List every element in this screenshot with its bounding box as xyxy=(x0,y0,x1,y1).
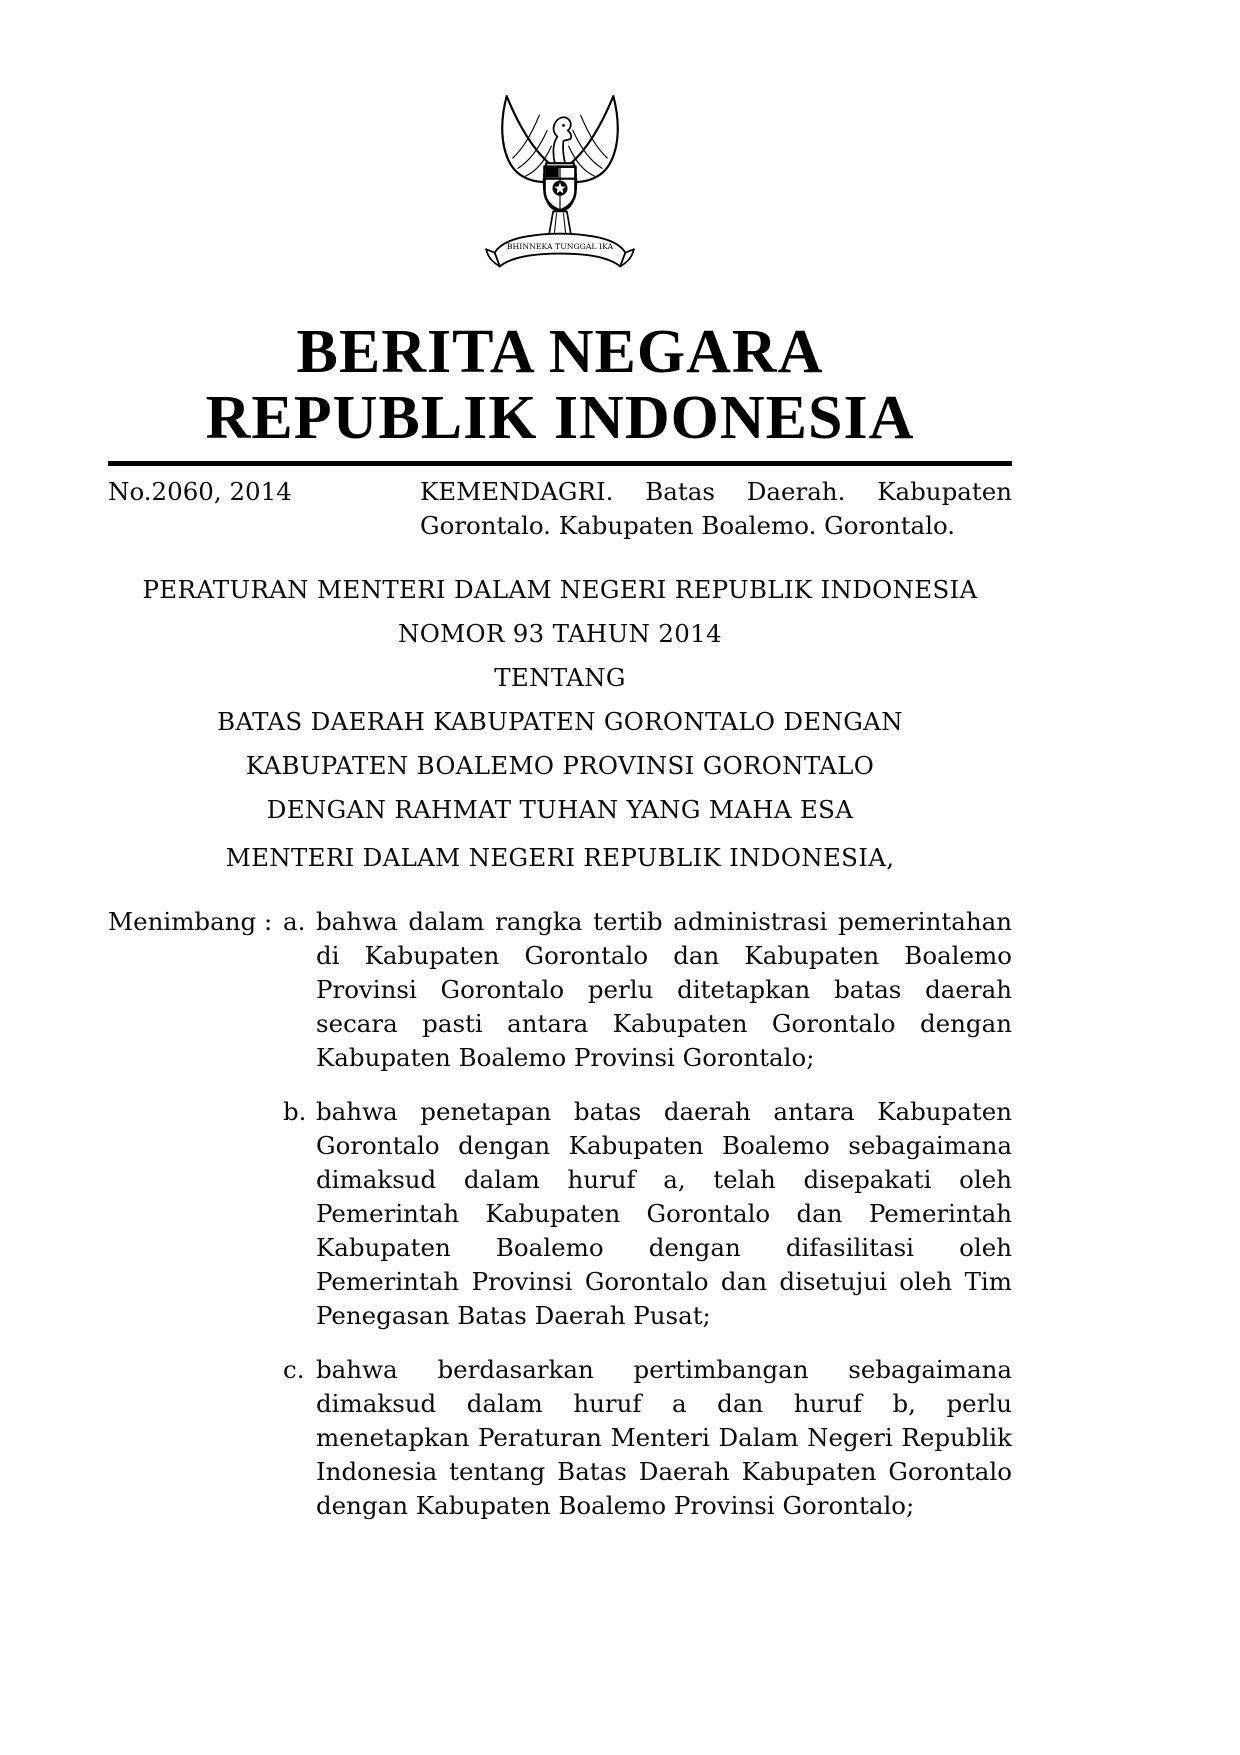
garuda-pancasila-emblem-icon xyxy=(474,84,646,282)
regulation-title-line-4: BATAS DAERAH KABUPATEN GORONTALO DENGAN xyxy=(217,707,903,737)
item-letter: c. xyxy=(283,1355,305,1385)
item-letter: a. xyxy=(283,907,306,937)
regulation-title-line-5: KABUPATEN BOALEMO PROVINSI GORONTALO xyxy=(245,751,875,781)
considerations-section xyxy=(108,905,1012,1543)
regulation-heading xyxy=(108,573,1012,875)
issue-row xyxy=(108,475,1012,543)
item-text: bahwa penetapan batas daerah antara Kabupaten Gorontalo dengan Kabupaten Boalemo sebagaimana dimaksud dalam huruf a, telah disepakati oleh Pemerintah Kabupaten Gorontalo dan Pemerintah Kabupaten Boalemo dengan difasilitasi oleh Pemerintah Provinsi Gorontalo dan disetujui oleh Tim Penegasan Batas Daerah Pusat; xyxy=(316,1097,1012,1331)
masthead-title-line2: REPUBLIK INDONESIA xyxy=(205,383,915,452)
invocation: DENGAN RAHMAT TUHAN YANG MAHA ESA xyxy=(266,795,854,825)
regulation-title-line-2: NOMOR 93 TAHUN 2014 xyxy=(398,619,722,649)
considerations-list xyxy=(283,905,1012,1543)
consideration-item-b xyxy=(283,1095,1012,1333)
emblem-motto: BHINNEKA TUNGGAL IKA xyxy=(506,242,614,252)
emblem-container xyxy=(108,84,1012,282)
gazette-number: No.2060, 2014 xyxy=(108,477,292,507)
consideration-item-c xyxy=(283,1353,1012,1523)
masthead-rule xyxy=(108,461,1012,466)
consideration-item-a xyxy=(283,905,1012,1075)
menimbang-label: Menimbang : xyxy=(108,907,273,937)
regulation-title-line-3: TENTANG xyxy=(494,663,626,693)
authority-line: MENTERI DALAM NEGERI REPUBLIK INDONESIA, xyxy=(225,843,895,873)
masthead-title xyxy=(108,320,1012,451)
eagle-head xyxy=(553,117,571,163)
item-letter: b. xyxy=(283,1097,307,1127)
masthead-title-line1: BERITA NEGARA xyxy=(296,318,824,386)
regulation-title-line-1: PERATURAN MENTERI DALAM NEGERI REPUBLIK INDONESIA xyxy=(142,575,978,605)
item-text: bahwa berdasarkan pertimbangan sebagaimana dimaksud dalam huruf a dan huruf b, perlu menetapkan Peraturan Menteri Dalam Negeri Republik Indonesia tentang Batas Daerah Kabupaten Gorontalo dengan Kabupaten Boalemo Provinsi Gorontalo; xyxy=(316,1355,1012,1521)
item-text: bahwa dalam rangka tertib administrasi pemerintahan di Kabupaten Gorontalo dan Kabupaten Boalemo Provinsi Gorontalo perlu ditetapkan batas daerah secara pasti antara Kabupaten Gorontalo dengan Kabupaten Boalemo Provinsi Gorontalo; xyxy=(316,907,1012,1073)
gazette-subject: KEMENDAGRI. Batas Daerah. Kabupaten Gorontalo. Kabupaten Boalemo. Gorontalo. xyxy=(420,477,1012,541)
